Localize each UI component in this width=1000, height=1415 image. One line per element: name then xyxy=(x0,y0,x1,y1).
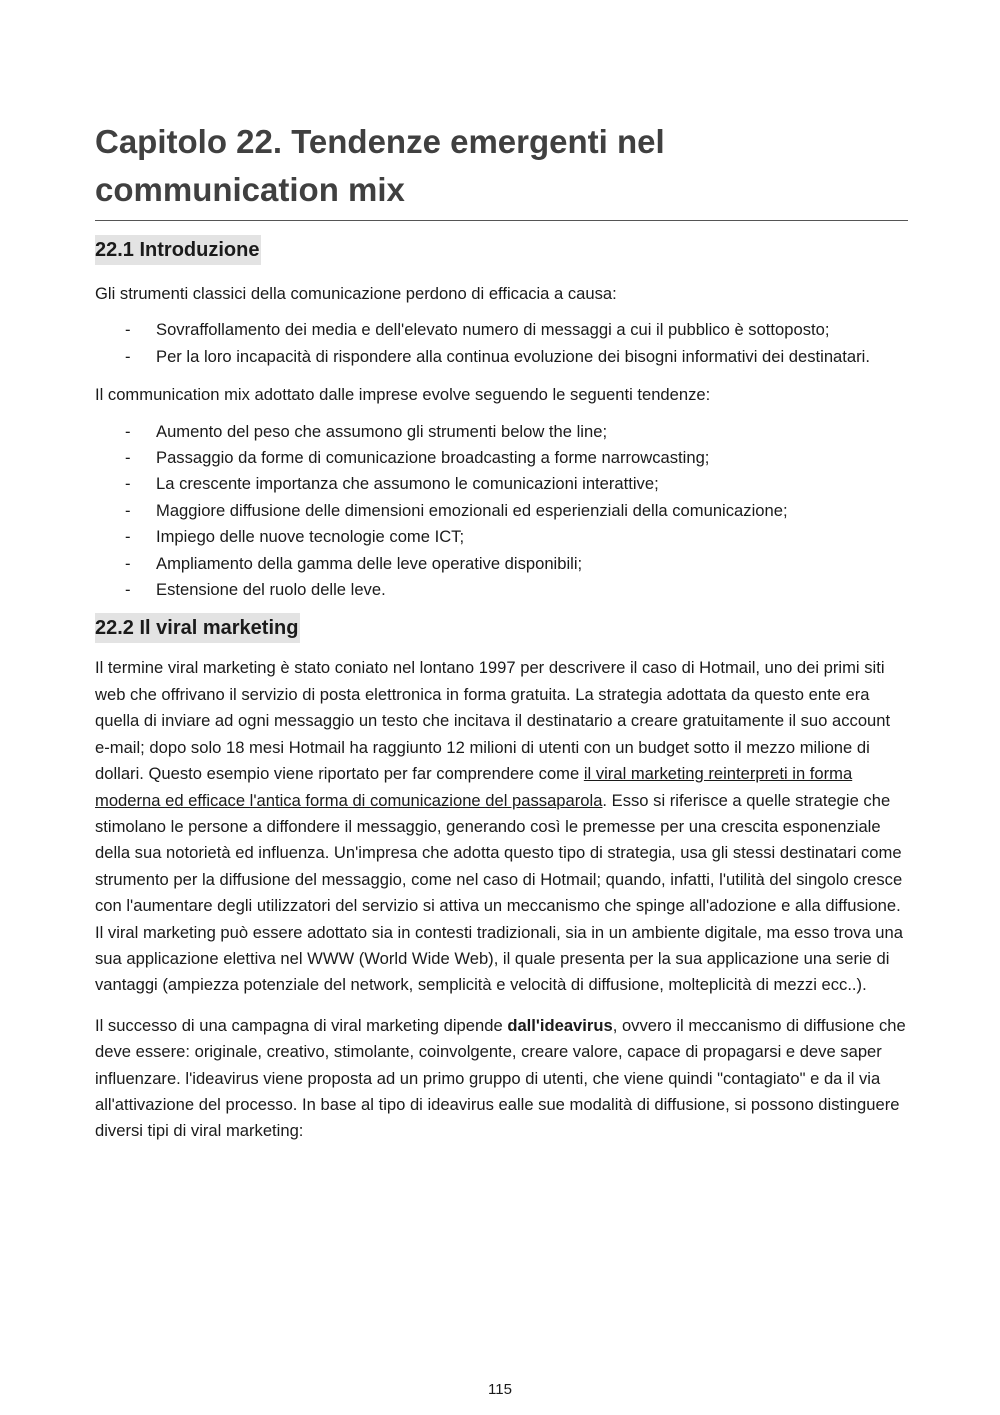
chapter-title xyxy=(95,118,908,221)
list-item: - Impiego delle nuove tecnologie come ICT; xyxy=(95,524,908,550)
underlined-phrase: il viral marketing reinterpreti in forma moderna ed efficace l'antica forma di comunicazione del passaparola xyxy=(95,764,853,810)
list-item: - Estensione del ruolo delle leve. xyxy=(95,577,908,603)
intro-paragraph: Gli strumenti classici della comunicazione perdono di efficacia a causa: xyxy=(95,284,617,303)
viral-marketing-paragraph-2 xyxy=(95,1013,908,1145)
list-item: - Per la loro incapacità di rispondere alla continua evoluzione dei bisogni informativi dei destinatari. xyxy=(95,344,908,370)
section-heading-viral-marketing: 22.2 Il viral marketing xyxy=(95,613,300,643)
list-item: - Ampliamento della gamma delle leve operative disponibili; xyxy=(95,551,908,577)
para2-text-end: , ovvero il meccanismo di diffusione che deve essere: originale, creativo, stimolante, coinvolgente, creare valore, capace di propagarsi e deve saper influenzare. l'ideavirus viene proposta ad un primo gruppo di utenti, che viene quindi "contagiato" e da il via all'attivazione del processo. In base al tipo di ideavirus ealle sue modalità di diffusione, si possono distinguere diversi tipi di viral marketing: xyxy=(95,1015,906,1141)
para1-text-start: Il termine viral marketing è stato coniato nel lontano 1997 per descrivere il caso di Hotmail, uno dei primi siti web che offrivano il servizio di posta elettronica in forma gratuita. La strategia adottata da questo ente era quella di inviare ad ogni messaggio un testo che incitava il destinatario a creare gratuitamente il suo account e-mail; dopo solo 18 mesi Hotmail ha raggiunto 12 milioni di utenti con un budget sotto il mezzo milione di dollari. Questo esempio viene riportato per far comprendere come xyxy=(95,658,891,784)
list-item: - Maggiore diffusione delle dimensioni emozionali ed esperienziali della comunicazione; xyxy=(95,498,908,524)
page-number: 115 xyxy=(488,1381,512,1398)
para2-text-start: Il successo di una campagna di viral marketing dipende xyxy=(95,1015,508,1035)
causes-list xyxy=(95,317,908,370)
list-item: - Passaggio da forme di comunicazione broadcasting a forme narrowcasting; xyxy=(95,445,908,471)
section-heading-introduzione: 22.1 Introduzione xyxy=(95,235,261,265)
list-item: - Sovraffollamento dei media e dell'elevato numero di messaggi a cui il pubblico è sottoposto; xyxy=(95,317,908,343)
list-item: - La crescente importanza che assumono le comunicazioni interattive; xyxy=(95,471,908,497)
trends-list xyxy=(95,419,908,604)
page-content xyxy=(95,118,908,1145)
para1-text-end: . Esso si riferisce a quelle strategie che stimolano le persone a diffondere il messaggio, generando così le premesse per una crescita esponenziale della sua notorietà ed influenza. Un'impresa che adotta questo tipo di strategia, usa gli stessi destinatari come strumento per la diffusione del messaggio, come nel caso di Hotmail; quando, infatti, l'utilità del singolo cresce con l'aumentare degli utilizzatori del servizio si attiva un meccanismo che spinge all'adozione e alla diffusione. Il viral marketing può essere adottato sia in contesti tradizionali, sia in un ambiente digitale, ma esso trova una sua applicazione elettiva nel WWW (World Wide Web), il quale presenta per la sua applicazione una serie di vantaggi (ampiezza potenziale del network, semplicità e velocità di diffusione, molteplicità di mezzi ecc..). xyxy=(95,790,903,995)
chapter-title-line1: Capitolo 22. Tendenze emergenti nel xyxy=(95,123,665,160)
viral-marketing-paragraph-1 xyxy=(95,655,908,998)
chapter-title-line2: communication mix xyxy=(95,171,405,208)
list-item: - Aumento del peso che assumono gli strumenti below the line; xyxy=(95,419,908,445)
trends-intro-paragraph: Il communication mix adottato dalle imprese evolve seguendo le seguenti tendenze: xyxy=(95,385,711,405)
bold-term-ideavirus: dall'ideavirus xyxy=(507,1015,613,1035)
